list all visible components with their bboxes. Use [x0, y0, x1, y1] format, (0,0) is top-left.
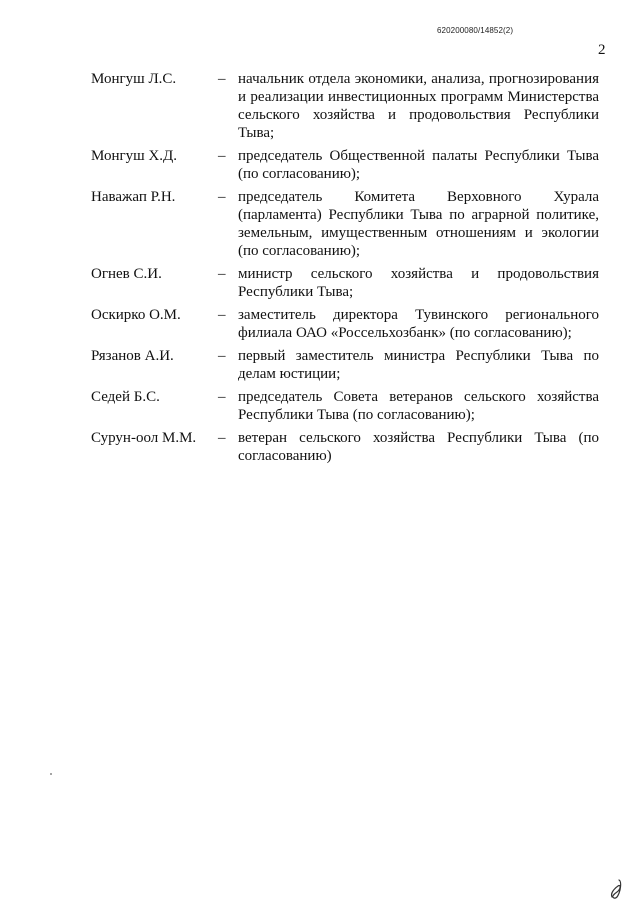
member-role: председатель Комитета Верховного Хурала (парламента) Республики Тыва по аграрной политике, земельным, имущественным отношениям и экологии (по согласованию); — [238, 189, 599, 259]
member-role: начальник отдела экономики, анализа, прогнозирования и реализации инвестиционных программ Министерства сельского хозяйства и продовольствия Республики Тыва; — [238, 71, 599, 141]
list-item — [91, 70, 599, 142]
member-name: Огнев С.И. — [91, 266, 162, 282]
list-item — [91, 347, 599, 383]
dash-separator: – — [218, 189, 226, 205]
member-role: ветеран сельского хозяйства Республики Тыва (по согласованию) — [238, 430, 599, 464]
list-item — [91, 388, 599, 424]
member-name: Седей Б.С. — [91, 389, 160, 405]
document-code: 620200080/14852(2) — [437, 26, 514, 35]
member-role: председатель Совета ветеранов сельского хозяйства Республики Тыва (по согласованию); — [238, 389, 599, 423]
member-role: первый заместитель министра Республики Тыва по делам юстиции; — [238, 348, 599, 382]
member-name: Оскирко О.М. — [91, 307, 181, 323]
dash-separator: – — [218, 307, 226, 323]
dash-separator: – — [218, 430, 226, 446]
list-item — [91, 265, 599, 301]
list-item — [91, 188, 599, 260]
member-role: министр сельского хозяйства и продовольствия Республики Тыва; — [238, 266, 599, 300]
member-list — [91, 70, 599, 470]
list-item — [91, 429, 599, 465]
scan-speck — [50, 773, 52, 775]
handwritten-mark — [606, 878, 626, 900]
list-item — [91, 306, 599, 342]
list-item — [91, 147, 599, 183]
member-name: Сурун-оол М.М. — [91, 430, 197, 446]
member-name: Наважап Р.Н. — [91, 189, 176, 205]
member-role: председатель Общественной палаты Республики Тыва (по согласованию); — [238, 148, 599, 182]
dash-separator: – — [218, 348, 226, 364]
member-name: Монгуш Х.Д. — [91, 148, 178, 164]
dash-separator: – — [218, 389, 226, 405]
dash-separator: – — [218, 148, 226, 164]
dash-separator: – — [218, 71, 226, 87]
member-role: заместитель директора Тувинского регионального филиала ОАО «Россельхозбанк» (по согласованию); — [238, 307, 599, 341]
page-number: 2 — [598, 42, 606, 58]
member-name: Монгуш Л.С. — [91, 71, 177, 87]
member-name: Рязанов А.И. — [91, 348, 174, 364]
dash-separator: – — [218, 266, 226, 282]
